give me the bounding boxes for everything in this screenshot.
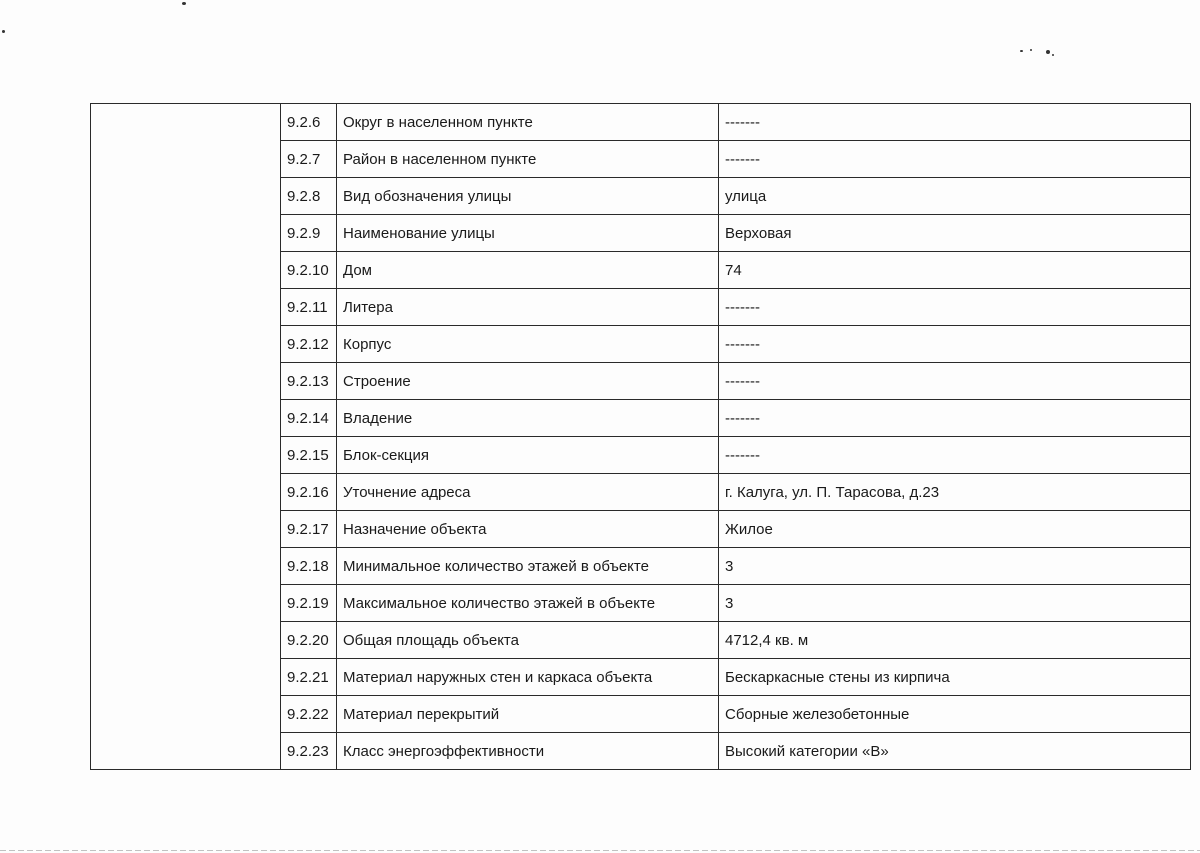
item-number: 9.2.18 [281, 548, 337, 585]
item-name: Литера [337, 289, 719, 326]
item-name: Общая площадь объекта [337, 622, 719, 659]
item-value: ------- [719, 363, 1191, 400]
item-value: ------- [719, 326, 1191, 363]
item-value: Бескаркасные стены из кирпича [719, 659, 1191, 696]
item-value: 3 [719, 548, 1191, 585]
item-number: 9.2.13 [281, 363, 337, 400]
item-value: 4712,4 кв. м [719, 622, 1191, 659]
item-name: Класс энергоэффективности [337, 733, 719, 770]
table-row [91, 104, 1191, 141]
item-value: г. Калуга, ул. П. Тарасова, д.23 [719, 474, 1191, 511]
item-number: 9.2.12 [281, 326, 337, 363]
item-number: 9.2.21 [281, 659, 337, 696]
scan-speck [182, 2, 186, 5]
item-value: Высокий категории «В» [719, 733, 1191, 770]
table-body [91, 104, 1191, 770]
item-value: ------- [719, 104, 1191, 141]
item-value: ------- [719, 400, 1191, 437]
item-number: 9.2.15 [281, 437, 337, 474]
object-details-table [90, 103, 1191, 770]
scan-speck [2, 30, 5, 33]
item-name: Минимальное количество этажей в объекте [337, 548, 719, 585]
item-value: ------- [719, 141, 1191, 178]
scan-speck [1030, 49, 1032, 51]
item-name: Вид обозначения улицы [337, 178, 719, 215]
item-value: улица [719, 178, 1191, 215]
scan-speck [1046, 50, 1050, 54]
item-number: 9.2.19 [281, 585, 337, 622]
item-number: 9.2.8 [281, 178, 337, 215]
item-value: 74 [719, 252, 1191, 289]
item-number: 9.2.23 [281, 733, 337, 770]
item-name: Район в населенном пункте [337, 141, 719, 178]
item-name: Материал наружных стен и каркаса объекта [337, 659, 719, 696]
item-number: 9.2.10 [281, 252, 337, 289]
item-name: Максимальное количество этажей в объекте [337, 585, 719, 622]
item-value: Верховая [719, 215, 1191, 252]
item-name: Назначение объекта [337, 511, 719, 548]
item-number: 9.2.20 [281, 622, 337, 659]
item-number: 9.2.22 [281, 696, 337, 733]
item-name: Округ в населенном пункте [337, 104, 719, 141]
item-number: 9.2.6 [281, 104, 337, 141]
section-label-cell [91, 104, 281, 770]
item-name: Уточнение адреса [337, 474, 719, 511]
item-name: Блок-секция [337, 437, 719, 474]
item-name: Строение [337, 363, 719, 400]
item-number: 9.2.16 [281, 474, 337, 511]
item-name: Владение [337, 400, 719, 437]
scan-speck [1020, 50, 1023, 52]
scan-speck [1052, 54, 1054, 56]
item-number: 9.2.7 [281, 141, 337, 178]
item-value: Сборные железобетонные [719, 696, 1191, 733]
item-name: Дом [337, 252, 719, 289]
item-number: 9.2.9 [281, 215, 337, 252]
item-name: Материал перекрытий [337, 696, 719, 733]
item-name: Корпус [337, 326, 719, 363]
item-value: 3 [719, 585, 1191, 622]
item-number: 9.2.17 [281, 511, 337, 548]
item-value: Жилое [719, 511, 1191, 548]
item-number: 9.2.11 [281, 289, 337, 326]
scan-edge-line [0, 850, 1200, 851]
item-number: 9.2.14 [281, 400, 337, 437]
item-value: ------- [719, 289, 1191, 326]
item-name: Наименование улицы [337, 215, 719, 252]
item-value: ------- [719, 437, 1191, 474]
